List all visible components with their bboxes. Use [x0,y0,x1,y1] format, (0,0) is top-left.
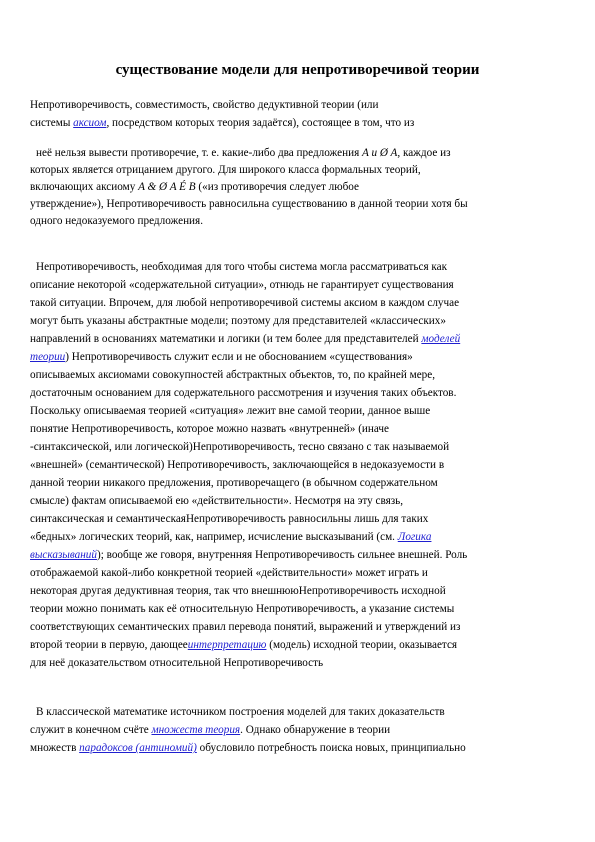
link-model-theory-part: теории [30,351,66,363]
paragraph-3-line-6 [30,350,413,364]
paragraph-3-line-23: для неё доказательством относительной Непротиворечивость [30,657,324,669]
paragraph-3-line-11: -синтаксической, или логической)Непротиворечивость, тесно связано с так называемой [30,441,450,453]
text-span: , Непротиворечивость равносильна существованию в данной теории хотя бы [100,198,468,210]
text-span: утверждение») [30,198,101,210]
link-model-theory-cont[interactable] [30,351,65,363]
text-span: . Однако обнаружение в теории [240,724,391,736]
page-title: существование модели для непротиворечивой теории [115,62,480,78]
paragraph-3-line-14: смысле) фактам описываемой ею «действительности». Несмотря на эту связь, [30,495,404,507]
link-logic-of-statements-cont[interactable] [30,549,97,561]
paragraph-3-line-7: описываемых аксиомами совокупностей абстрактных объектов, то, по крайней мере, [30,369,436,381]
paragraph-3-line-16 [30,530,431,544]
text-span: обусловило потребность поиска новых, принципиально [196,742,466,754]
paragraph-2-line-2: которых является отрицанием другого. Для широкого класса формальных теорий, [30,164,421,176]
paragraph-3-line-20: теории можно понимать как её относительную Непротиворечивость, а указание системы [30,603,455,615]
paragraph-2-line-3 [30,180,359,194]
axiom-formula: A & Ø A É B [138,181,196,193]
formula-a-not-a: A и Ø A, [362,147,401,159]
paragraph-1-line-2 [30,116,414,130]
text-span: ) Непротиворечивость служит если и не обоснованием «существования» [65,351,413,363]
paragraph-3-line-9: Поскольку описываемая теорией «ситуация» лежит вне самой теории, данное выше [30,405,431,417]
text-span: неё нельзя вывести противоречие, т. е. какие-либо два предложения [36,147,363,159]
link-set-theory[interactable]: множеств теория [151,724,241,736]
paragraph-3-line-19: некоторая другая дедуктивная теория, так что внешнююНепротиворечивость исходной [30,585,446,597]
text-span: второй теории в первую, дающее [30,639,188,651]
link-model-theory[interactable] [421,333,460,345]
link-interpretation[interactable]: интерпретацию [187,639,267,651]
paragraph-2-line-1 [36,146,451,160]
paragraph-3-line-15: синтаксическая и семантическаяНепротиворечивость равносильны лишь для таких [30,513,429,525]
link-model-theory-part: моделей [421,333,461,345]
paragraph-3-line-1: Непротиворечивость, необходимая для того чтобы система могла рассматриваться как [36,261,448,273]
paragraph-3-line-10: понятие Непротиворечивость, которое можно назвать «внутренней» (иначе [30,423,389,435]
paragraph-1-line-1: Непротиворечивость, совместимость, свойство дедуктивной теории (или [30,99,379,111]
paragraph-4-line-1: В классической математике источником построения моделей для таких доказательств [36,706,445,718]
text-span: включающих аксиому [30,181,139,193]
text-span: ); вообще же говоря, внутренняя Непротиворечивость сильнее внешней. Роль [97,549,468,561]
paragraph-2-line-5: одного недоказуемого предложения. [30,215,203,227]
link-axioms[interactable]: аксиом [73,117,107,129]
link-logic-of-statements[interactable] [398,531,432,543]
paragraph-3-line-4: могут быть указаны абстрактные модели; поэтому для представителей «классических» [30,315,446,327]
link-logic-part: Логика [397,531,432,543]
text-span: служит в конечном счёте [30,724,152,736]
paragraph-3-line-3: такой ситуации. Впрочем, для любой непротиворечивой системы аксиом в каждом случае [30,297,460,309]
paragraph-2-line-4 [30,197,468,211]
link-logic-part: высказываний [30,549,97,561]
text-span: («из противоречия следует любое [195,181,359,193]
paragraph-3-line-8: достаточным основанием для содержательного рассмотрения и изучения таких объектов. [30,387,457,399]
text-span: (модель) исходной теории, оказывается [266,639,458,651]
link-paradoxes[interactable]: парадоксов (антиномий) [79,742,197,754]
paragraph-3-line-21: соответствующих семантических правил перевода понятий, выражений и утверждений из [30,621,461,633]
text-span: каждое из [400,147,451,159]
paragraph-3-line-2: описание некоторой «содержательной ситуации», отнюдь не гарантирует существования [30,279,454,291]
text-span: , посредством которых теория задаётся), состоящее в том, что из [106,117,415,129]
text-span: множеств [30,742,80,754]
paragraph-4-line-3 [30,741,466,755]
paragraph-3-line-17 [30,548,467,562]
paragraph-3-line-5 [30,332,460,346]
text-span: направлений в основаниях математики и логики (и тем более для представителей [30,333,422,345]
paragraph-3-line-22 [30,638,457,652]
text-span: системы [30,117,74,129]
paragraph-4-line-2 [30,723,390,737]
paragraph-3-line-18: отображаемой какой-либо конкретной теорией «действительности» может играть и [30,567,428,579]
text-span: «бедных» логических теорий, как, например, исчисление высказываний (см. [30,531,398,543]
paragraph-3-line-12: «внешней» (семантической) Непротиворечивость, заключающейся в недоказуемости в [30,459,445,471]
paragraph-3-line-13: данной теории никакого предложения, противоречащего (в обычном содержательном [30,477,438,489]
